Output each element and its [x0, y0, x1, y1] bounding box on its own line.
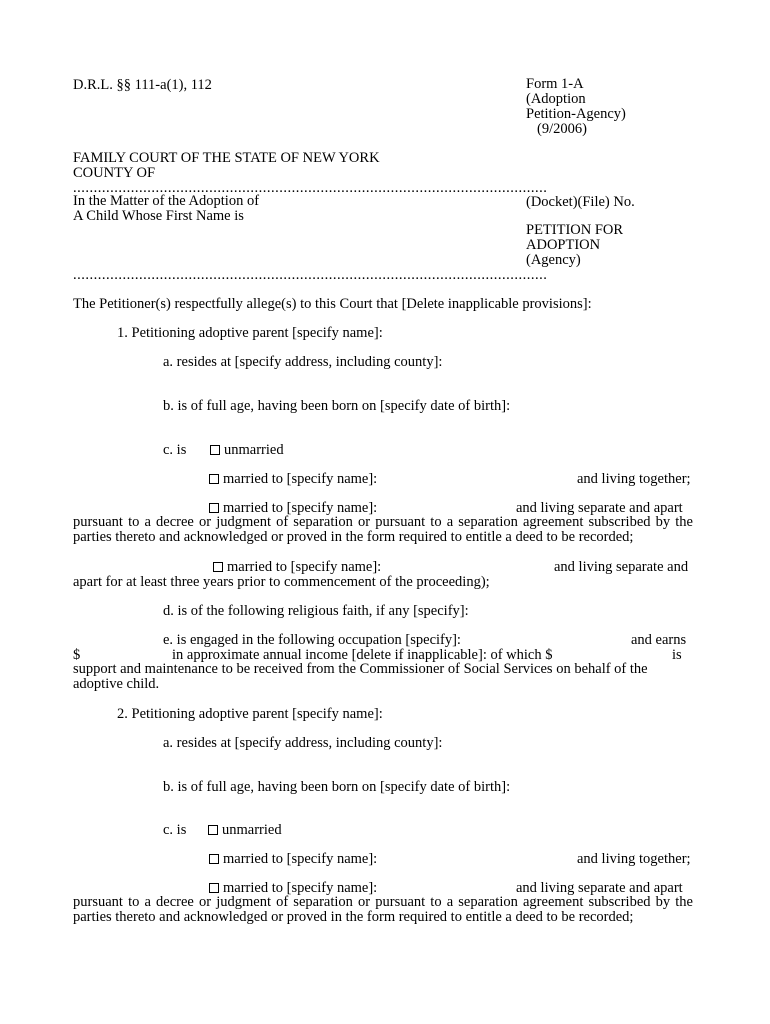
petition-title — [526, 223, 623, 268]
checkbox-icon[interactable] — [209, 854, 219, 864]
checkbox-icon[interactable] — [213, 562, 223, 572]
parent2-status-label: c. is — [163, 822, 187, 838]
petition-title-line: ADOPTION — [526, 237, 601, 253]
parent1-unmarried-option[interactable]: unmarried — [210, 442, 284, 458]
parent1-apart-line: apart for at least three years prior to commencement of the proceeding); — [73, 574, 490, 590]
parent1-married-separated-option[interactable]: married to [specify name]: — [209, 500, 377, 516]
parent1-religion: d. is of the following religious faith, if any [specify]: — [163, 603, 469, 619]
parent1-residence: a. resides at [specify address, including county]: — [163, 354, 443, 370]
statute-citation: D.R.L. §§ 111-a(1), 112 — [73, 77, 212, 93]
checkbox-icon[interactable] — [209, 883, 219, 893]
parent1-married-separated-tail: and living separate and apart — [516, 500, 683, 516]
parent1-married-apart-option[interactable]: married to [specify name]: — [213, 559, 381, 575]
form-line: (Adoption — [526, 91, 586, 107]
docket-number-label: (Docket)(File) No. — [526, 194, 635, 210]
form-identifier — [526, 77, 626, 137]
parent2-separation-text: pursuant to a decree or judgment of separation or pursuant to a separation agreement subscribed by the parties thereto and acknowledged or proved in the form required to entitle a deed to be recorded; — [73, 894, 693, 925]
parent1-married-together-option[interactable]: married to [specify name]: — [209, 471, 377, 487]
caption-dotted-line-top: ................................................................................................................... — [73, 180, 548, 196]
parent2-heading: 2. Petitioning adoptive parent [specify name]: — [117, 706, 383, 722]
checkbox-icon[interactable] — [208, 825, 218, 835]
matter-line: In the Matter of the Adoption of — [73, 193, 260, 209]
form-date: (9/2006) — [537, 121, 587, 137]
checkbox-icon[interactable] — [209, 474, 219, 484]
court-line: FAMILY COURT OF THE STATE OF NEW YORK — [73, 150, 380, 166]
parent2-birth: b. is of full age, having been born on [specify date of birth]: — [163, 779, 511, 795]
parent2-unmarried-option[interactable]: unmarried — [208, 822, 282, 838]
petition-title-line: PETITION FOR — [526, 222, 624, 238]
parent1-married-together-tail: and living together; — [577, 471, 691, 487]
parent1-income-dollar: $ — [73, 647, 81, 663]
parent2-residence: a. resides at [specify address, including county]: — [163, 735, 443, 751]
checkbox-icon[interactable] — [209, 503, 219, 513]
parent1-separation-text: pursuant to a decree or judgment of separation or pursuant to a separation agreement subscribed by the parties thereto and acknowledged or proved in the form required to entitle a deed to be recorded; — [73, 514, 693, 545]
parent2-married-separated-tail: and living separate and apart — [516, 880, 683, 896]
form-line: Petition-Agency) — [526, 106, 626, 122]
form-line: Form 1-A — [526, 76, 584, 92]
court-name — [73, 151, 380, 181]
parent2-married-separated-option[interactable]: married to [specify name]: — [209, 880, 377, 896]
parent2-married-together-option[interactable]: married to [specify name]: — [209, 851, 377, 867]
parent1-birth: b. is of full age, having been born on [specify date of birth]: — [163, 398, 511, 414]
matter-caption — [73, 194, 259, 224]
parent1-income-text: in approximate annual income [delete if inapplicable]: of which $ — [172, 647, 553, 663]
parent1-income-is: is — [672, 647, 682, 663]
petition-intro: The Petitioner(s) respectfully allege(s) to this Court that [Delete inapplicable provisions]: — [73, 296, 592, 312]
parent1-occupation-tail: and earns — [631, 632, 687, 648]
checkbox-icon[interactable] — [210, 445, 220, 455]
county-line: COUNTY OF — [73, 165, 156, 181]
parent1-status-label: c. is — [163, 442, 187, 458]
matter-line: A Child Whose First Name is — [73, 208, 244, 224]
parent1-heading: 1. Petitioning adoptive parent [specify name]: — [117, 325, 383, 341]
petition-title-line: (Agency) — [526, 252, 581, 268]
parent1-support-text: support and maintenance to be received from the Commissioner of Social Services on behalf of the adoptive child. — [73, 661, 648, 692]
caption-dotted-line-bottom: ................................................................................................................... — [73, 267, 548, 283]
parent2-married-together-tail: and living together; — [577, 851, 691, 867]
parent1-married-apart-tail: and living separate and — [554, 559, 689, 575]
parent1-occupation: e. is engaged in the following occupation [specify]: — [163, 632, 461, 648]
